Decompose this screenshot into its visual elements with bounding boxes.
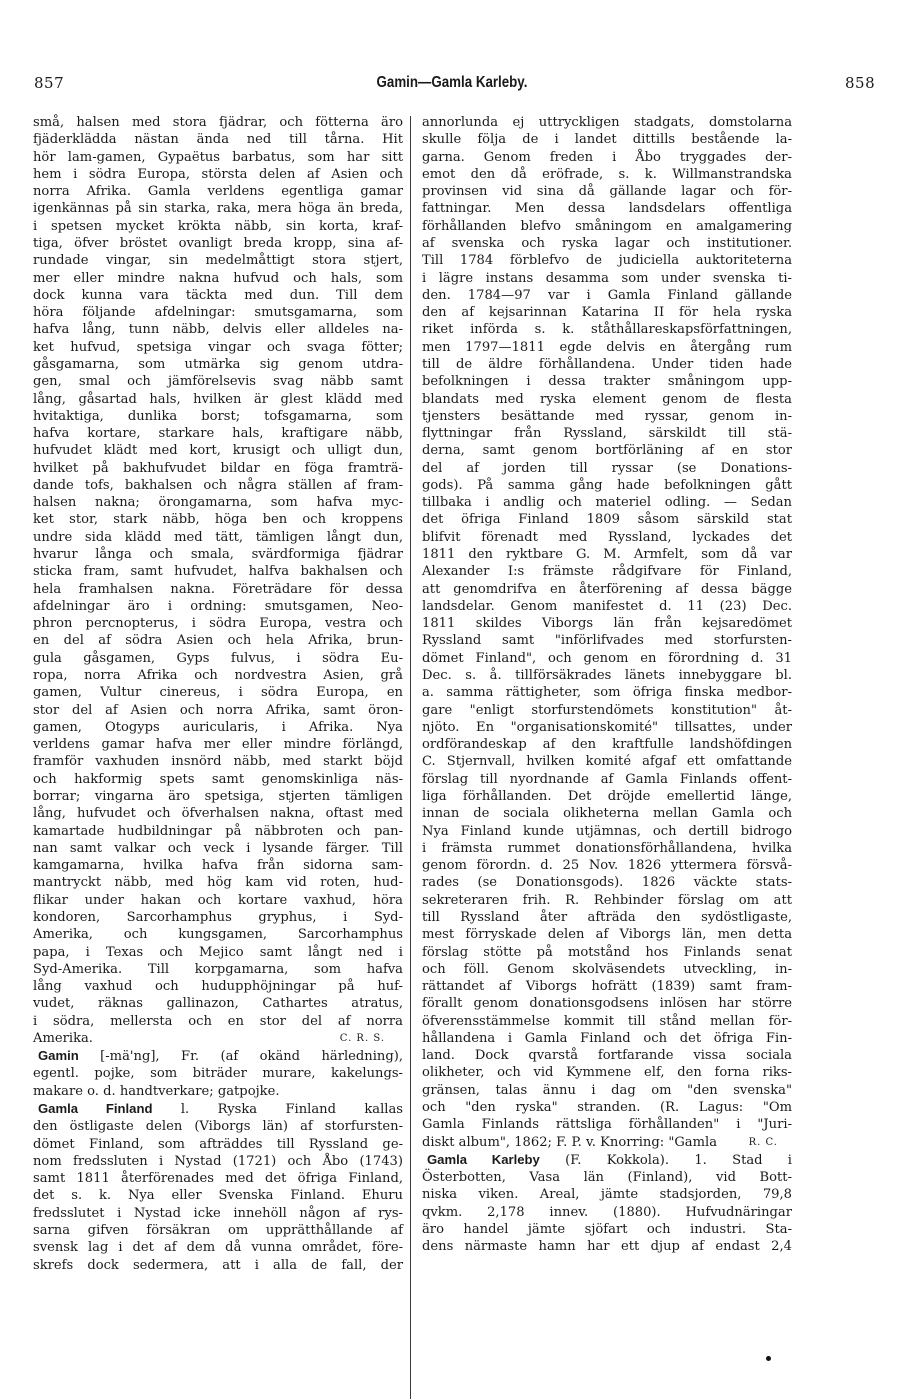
text-line: hvitaktiga, dunlika borst; tofsgamarna, som [33, 408, 403, 424]
text-line: Till 1784 förblefvo de judiciella auktoriteterna [422, 253, 792, 269]
running-title: Gamin—Gamla Karleby. [376, 74, 528, 91]
text-line: riket införda s. k. ståthållareskapsförfattningen, [422, 322, 792, 338]
column-divider [410, 116, 411, 1399]
ink-dot [766, 1356, 771, 1361]
text-line: C. Stjernvall, hvilken komité afgaf ett omfattande [422, 754, 792, 770]
text-line: skulle följa de i landet dittills bestående la- [422, 132, 792, 148]
entry-headword: Gamla Karleby [427, 1151, 540, 1167]
text-line: dande tofs, bakhalsen och några ställen af fram- [33, 477, 403, 493]
text-line: gare "enligt storfurstendömets konstitution" åt- [422, 702, 792, 718]
text-line: sekreteraren frih. R. Rehbinder förslag om att [422, 892, 792, 908]
text-line [33, 1030, 403, 1047]
text-line: Alexander I:s främste rådgifvare för Finland, [422, 564, 792, 580]
left-page-number: 857 [34, 74, 65, 92]
text-line: tiga, öfver bröstet ovanligt breda kropp, sina af- [33, 235, 403, 251]
text-line [422, 1134, 792, 1151]
text-line: tillbaka i andlig och materiel odling. — Sedan [422, 495, 792, 511]
text-line: framför vaxhuden insnörd näbb, med starkt böjd [33, 754, 403, 770]
entry-headword: Gamin [38, 1048, 79, 1064]
right-column [422, 114, 792, 1256]
text-line: att genomdrifva en återförening af dessa bägge [422, 581, 792, 597]
right-page-number: 858 [845, 74, 876, 92]
text-line: förhållanden blefvo småningom en amalgamering [422, 218, 792, 234]
text-line: flyttningar från Ryssland, särskildt till stä- [422, 426, 792, 442]
text-line: ordförandeskap af den kraftfulle landshöfdingen [422, 737, 792, 753]
text-line: stor del af Asien och norra Afrika, samt öron- [33, 702, 403, 718]
text-line: och hakformig spets samt genomskinliga näs- [33, 771, 403, 787]
text-line: garna. Genom freden i Åbo tryggades der- [422, 149, 792, 165]
text-line: dömet Finland", och genom en förordning d. 31 [422, 650, 792, 666]
text-line: verldens gamar hafva mer eller mindre förlängd, [33, 737, 403, 753]
text-line: 1811 den ryktbare G. M. Armfelt, som då var [422, 547, 792, 563]
text-line: fjäderklädda nästan ända ned till tårna. Hit [33, 132, 403, 148]
text-line: papa, i Texas och Mejico samt långt ned i [33, 944, 403, 960]
text-line: hvarur långa och smala, svärdformiga fjädrar [33, 547, 403, 563]
text-line: 1811 skildes Viborgs län från kejsaredömet [422, 616, 792, 632]
text-line: hufvudet klädt med kort, krusigt och ulligt dun, [33, 443, 403, 459]
text-line: samt 1811 återförenades med det öfriga Finland, [33, 1171, 403, 1187]
text-line: lång, gåsartad hals, hvilken är glest klädd med [33, 391, 403, 407]
text-line: det s. k. Nya eller Svenska Finland. Ehuru [33, 1188, 403, 1204]
author-signature: R. C. [748, 1136, 778, 1148]
text-line: dens närmaste hamn har ett djup af endast 2,4 [422, 1239, 792, 1255]
text-line: den. 1784—97 var i Gamla Finland gällande [422, 287, 792, 303]
text-line: sticka fram, samt hufvudet, halfva bakhalsen och [33, 564, 403, 580]
text-line: borrar; vingarna äro spetsiga, stjerten tämligen [33, 788, 403, 804]
left-column [33, 114, 403, 1274]
text-line: norra Afrika. Gamla verldens egentliga gamar [33, 184, 403, 200]
text-line: mantryckt näbb, med hög kam vid roten, hud- [33, 875, 403, 891]
text-line: det öfriga Finland 1809 såsom särskild stat [422, 512, 792, 528]
text-line: hela framhalsen nakna. Företrädare för dessa [33, 581, 403, 597]
text-line: kamartade hudbildningar på näbbroten och pan- [33, 823, 403, 839]
running-header [0, 74, 904, 98]
text-line: provinsen vid sina då gällande lagar och för- [422, 184, 792, 200]
text-fragment: diskt album", 1862; F. P. v. Knorring: "Gamla [422, 1134, 718, 1150]
text-line: afdelningar äro i ordning: smutsgamen, Neo- [33, 598, 403, 614]
text-line: i södra, mellersta och en stor del af norra [33, 1013, 403, 1029]
text-line: hafva lång, tunn näbb, delvis eller alldeles na- [33, 322, 403, 338]
text-line: gåsgamarna, som utmärka sig genom utdra- [33, 356, 403, 372]
text-line: ket stor, stark näbb, höga ben och kroppens [33, 512, 403, 528]
text-line: egentl. pojke, som biträder murare, kakelungs- [33, 1066, 403, 1082]
text-line: den af kejsarinnan Katarina II för hela ryska [422, 305, 792, 321]
text-line: förallt genom donationsgodsens inlösen har större [422, 996, 792, 1012]
text-line: Dec. s. å. tillförsäkrades länets innebyggare bl. [422, 668, 792, 683]
text-line: halsen nakna; örongamarna, som hafva myc- [33, 495, 403, 511]
text-line: af svenska och ryska lagar och institutioner. [422, 235, 792, 251]
text-line: öfverensstämmelse kommit till stånd mellan för- [422, 1013, 792, 1029]
text-line: genom förordn. d. 25 Nov. 1826 yttermera försvå- [422, 858, 792, 874]
text-line: hör lam-gamen, Gypaëtus barbatus, som har sitt [33, 149, 403, 165]
text-line: i främsta rummet donationsförhållandena, hvilka [422, 840, 792, 856]
author-signature: C. R. S. [339, 1032, 385, 1044]
text-line: ropa, norra Afrika och nordvestra Asien, grå [33, 668, 403, 683]
text-line: Ryssland samt "införlifvades med storfursten- [422, 633, 792, 649]
text-line: kamgamarna, hvilka hafva från sidorna sam- [33, 858, 403, 874]
text-line: fredsslutet i Nystad icke innehöll någon af rys- [33, 1205, 403, 1221]
text-line: i lägre instans desamma som under svenska ti- [422, 270, 792, 286]
text-line: förslag till nyordnande af Gamla Finlands offent- [422, 771, 792, 787]
text-line: gula gåsgamen, Gyps fulvus, i södra Eu- [33, 650, 403, 666]
text-line: till de äldre förhållandena. Under tiden hade [422, 356, 792, 372]
text-line: mer eller mindre nakna hufvud och hals, som [33, 270, 403, 286]
text-line: till Ryssland åter afträda den sydöstligaste, [422, 909, 792, 925]
text-line: gods). På samma gång hade befolkningen gått [422, 477, 792, 493]
text-line: gamen, Vultur cinereus, i södra Europa, en [33, 685, 403, 701]
text-line: gränsen, talas ännu i dag om "den svenska" [422, 1082, 792, 1098]
text-line: en del af södra Asien och hela Afrika, brun- [33, 633, 403, 649]
text-line: hållandena i Gamla Finland och det öfriga Fin- [422, 1030, 792, 1046]
text-line: befolkningen i dessa trakter småningom upp- [422, 374, 792, 390]
entry-heading-line: Gamla Karleby (F. Kokkola). 1. Stad i [427, 1151, 792, 1168]
text-line: i spetsen mycket krökta näbb, sin korta, kraf- [33, 218, 403, 234]
text-line: den östligaste delen (Viborgs län) af storfursten- [33, 1119, 403, 1135]
text-line: men 1797—1811 egde delvis en återgång rum [422, 339, 792, 355]
text-line: rades (se Donationsgods). 1826 väckte stats- [422, 875, 792, 891]
text-line: derna, samt genom bortförläning af en stor [422, 443, 792, 459]
text-line: lång vaxhud och hudupphöjningar på huf- [33, 979, 403, 995]
text-line: äro handel jämte sjöfart och industri. Sta- [422, 1222, 792, 1237]
text-fragment: Amerika. [33, 1030, 93, 1046]
text-line: innan de sociala olikheterna mellan Gamla och [422, 806, 792, 822]
text-line: höra följande afdelningar: smutsgamarna, som [33, 305, 403, 321]
text-line: njöto. En "organisationskomité" tillsattes, under [422, 719, 792, 735]
text-line: gen, smal och jämförelsevis svag näbb samt [33, 374, 403, 390]
text-line: Amerika, och kungsgamen, Sarcorhamphus [33, 927, 403, 943]
text-line: fattningar. Men dessa landsdelars offentliga [422, 201, 792, 217]
text-line: land. Dock qvarstå fortfarande vissa sociala [422, 1048, 792, 1064]
text-line: rundade vingar, sin medelmåttigt stora stjert, [33, 253, 403, 269]
text-line: del af jorden till ryssar (se Donations- [422, 460, 792, 476]
text-line: hem i södra Europa, största delen af Asien och [33, 166, 403, 182]
text-line: blifvit förenadt med Ryssland, lyckades det [422, 529, 792, 545]
text-line: phron percnopterus, i södra Europa, vestra och [33, 616, 403, 632]
text-line: makare o. d. handtverkare; gatpojke. [33, 1083, 280, 1099]
text-line: mest förryskade delen af Viborgs län, men detta [422, 927, 792, 943]
text-line: små, halsen med stora fjädrar, och fötterna äro [33, 115, 403, 130]
text-line: svensk lag i det af dem då vunna området, före- [33, 1240, 403, 1256]
text-line: liga förhållanden. Det dröjde emellertid länge, [422, 788, 792, 804]
text-line: hvilket på bakhufvudet bildar en föga framträ- [33, 460, 403, 476]
text-line: emot den då eröfrade, s. k. Willmanstrandska [422, 166, 792, 182]
text-line: niska viken. Areal, jämte stadsjorden, 79,8 [422, 1187, 792, 1203]
text-line: igenkännas på sin starka, raka, mera höga än breda, [33, 201, 403, 217]
text-line: dömet Finland, som afträddes till Ryssland ge- [33, 1136, 403, 1152]
text-line: kondoren, Sarcorhamphus gryphus, i Syd- [33, 909, 403, 925]
text-line: undre sida klädd med tätt, tämligen långt dun, [33, 529, 403, 545]
text-line: tjensters besättande med ryssar, genom in- [422, 408, 792, 424]
text-line: gamen, Otogyps auricularis, i Afrika. Nya [33, 719, 403, 735]
text-line: dock kunna vara täckta med dun. Till dem [33, 287, 403, 303]
text-line: nom fredssluten i Nystad (1721) och Åbo (1743) [33, 1153, 403, 1169]
text-line: Gamla Finlands rättsliga förhållanden" i "Juri- [422, 1117, 792, 1133]
text-line: skrefs dock sedermera, att i alla de fall, der [33, 1257, 403, 1273]
entry-heading-line: Gamin [-mä'ng], Fr. (af okänd härledning), [38, 1048, 403, 1065]
text-line: och "den ryska" stranden. (R. Lagus: "Om [422, 1100, 792, 1116]
text-line: rättandet af Viborgs hofrätt (1839) samt fram- [422, 979, 792, 995]
text-line: a. samma rättigheter, som öfriga finska medbor- [422, 685, 792, 701]
text-line: landsdelar. Genom manifestet d. 11 (23) Dec. [422, 598, 792, 614]
text-line: Syd-Amerika. Till korpgamarna, som hafva [33, 961, 403, 977]
text-line: Nya Finland kunde utjämnas, och dertill bidrogo [422, 823, 792, 839]
text-line: lång, hufvudet och öfverhalsen nakna, oftast med [33, 806, 403, 822]
text-line: olikheter, och vid Kymmene elf, den forna riks- [422, 1065, 792, 1081]
text-line: Österbotten, Vasa län (Finland), vid Bott- [422, 1170, 792, 1186]
text-line: förslag stötte på motstånd hos Finlands senat [422, 944, 792, 960]
entry-headword: Gamla Finland [38, 1101, 153, 1117]
text-line: flikar under hakan och kortare vaxhud, höra [33, 892, 403, 908]
text-line: sarna gifven försäkran om upprätthållande af [33, 1223, 403, 1238]
entry-heading-line: Gamla Finland l. Ryska Finland kallas [38, 1101, 404, 1118]
text-line: vudet, räknas gallinazon, Cathartes atratus, [33, 996, 403, 1012]
text-line: annorlunda ej uttryckligen stadgats, domstolarna [422, 115, 792, 130]
text-line: nan samt valkar och veck i lysande färger. Till [33, 840, 403, 856]
text-line: blandats med ryska element genom de flesta [422, 391, 792, 407]
text-line: och föll. Genom skolväsendets utveckling, in- [422, 961, 792, 977]
text-line: ket hufvud, spetsiga vingar och svaga fötter; [33, 339, 403, 355]
text-line: hafva kortare, starkare hals, kraftigare näbb, [33, 426, 403, 442]
text-line: qvkm. 2,178 innev. (1880). Hufvudnäringar [422, 1204, 792, 1220]
